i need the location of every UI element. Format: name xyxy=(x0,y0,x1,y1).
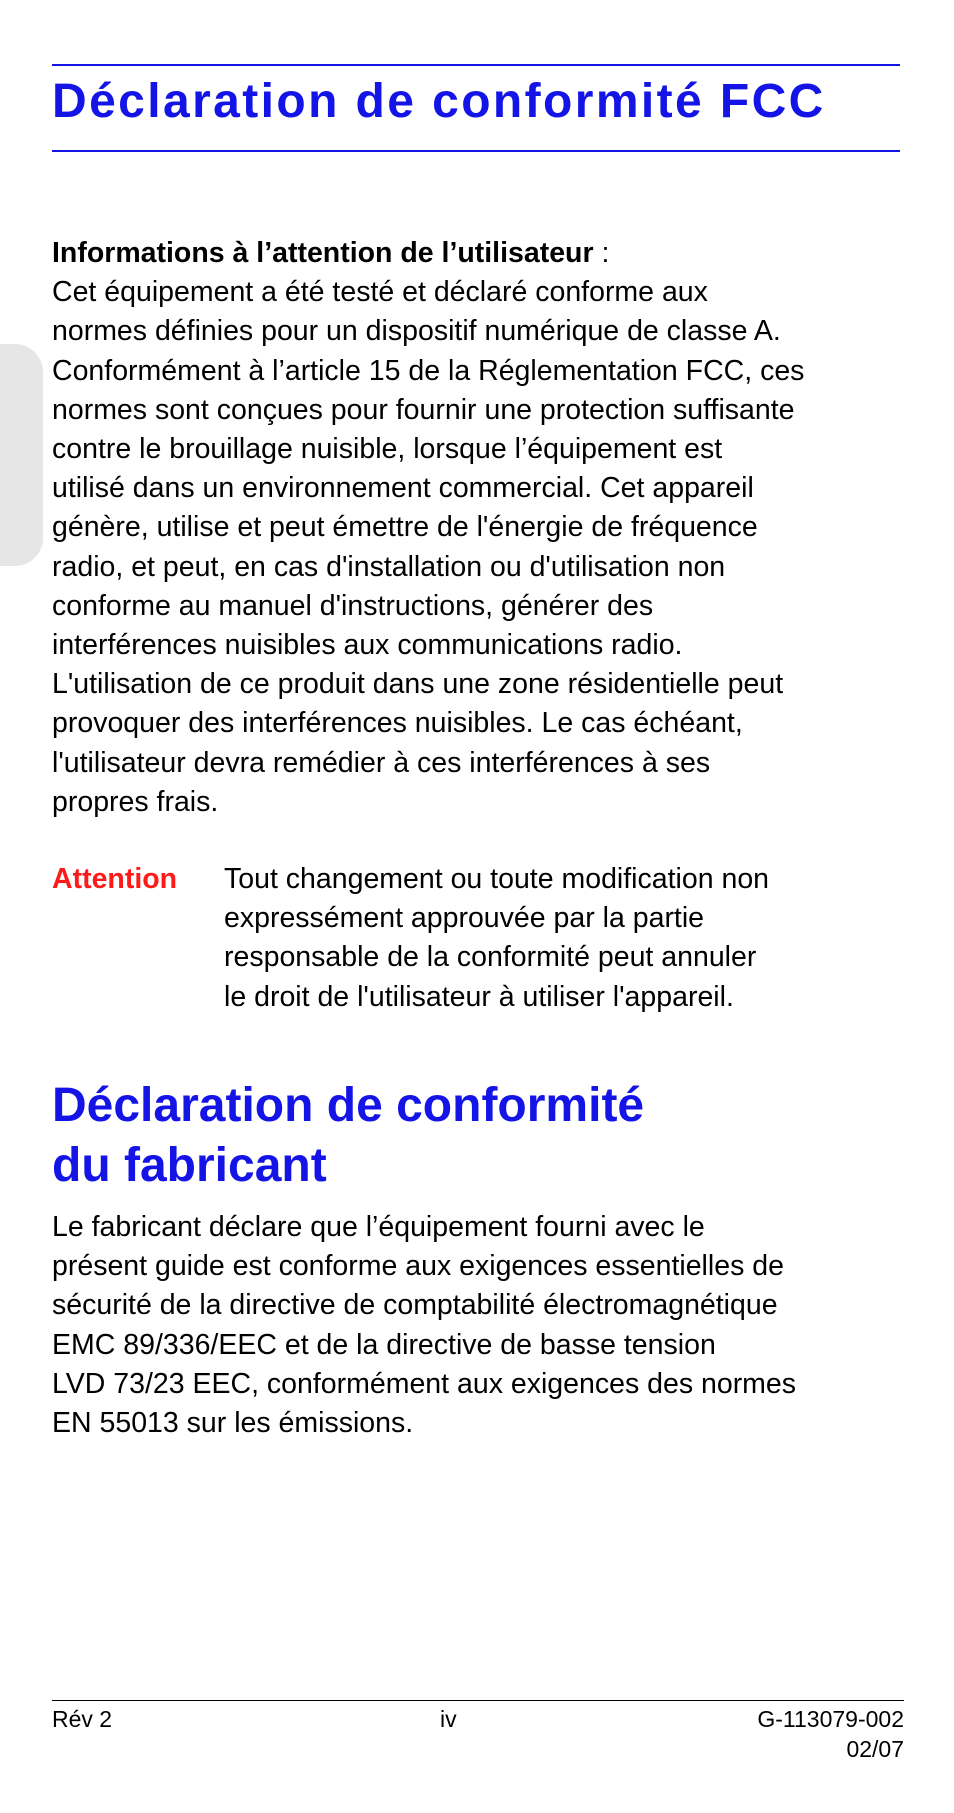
side-thumb-tab xyxy=(0,344,43,566)
document-page xyxy=(52,0,904,1813)
paragraph-line: radio, et peut, en cas d'installation ou d'utilisation non xyxy=(52,550,726,583)
attention-label: Attention xyxy=(52,863,178,895)
fcc-title: Déclaration de conformité FCC xyxy=(52,75,826,128)
paragraph-line: l'utilisateur devra remédier à ces interférences à ses xyxy=(52,746,711,779)
paragraph-line: provoquer des interférences nuisibles. Le cas échéant, xyxy=(52,707,743,740)
user-info-heading-line xyxy=(52,234,900,273)
paragraph-line: présent guide est conforme aux exigences essentielles de xyxy=(52,1250,784,1283)
manufacturer-title-line: Déclaration de conformité xyxy=(52,1079,645,1132)
paragraph-line: utilisé dans un environnement commercial. Cet appareil xyxy=(52,472,754,505)
footer-page-number: iv xyxy=(440,1706,457,1732)
paragraph-line: normes définies pour un dispositif numérique de classe A. xyxy=(52,315,781,348)
user-info-paragraph xyxy=(52,234,900,822)
title-top-rule xyxy=(52,64,900,66)
paragraph-line: conforme au manuel d'instructions, générer des xyxy=(52,589,654,622)
footer-date: 02/07 xyxy=(846,1736,904,1762)
paragraph-line: interférences nuisibles aux communications radio. xyxy=(52,629,683,662)
attention-line: Tout changement ou toute modification non xyxy=(224,863,770,895)
paragraph-line: EN 55013 sur les émissions. xyxy=(52,1407,414,1440)
manufacturer-title-line: du fabricant xyxy=(52,1139,327,1192)
attention-line: le droit de l'utilisateur à utiliser l'appareil. xyxy=(224,980,734,1013)
paragraph-line: contre le brouillage nuisible, lorsque l’équipement est xyxy=(52,433,723,466)
footer-rule xyxy=(52,1700,904,1701)
paragraph-line: génère, utilise et peut émettre de l'énergie de fréquence xyxy=(52,511,758,544)
paragraph-line: normes sont conçues pour fournir une protection suffisante xyxy=(52,393,795,426)
manufacturer-title xyxy=(52,1076,644,1196)
user-info-heading: Informations à l’attention de l’utilisateur xyxy=(52,237,594,269)
attention-line: responsable de la conformité peut annuler xyxy=(224,941,757,974)
paragraph-line: propres frais. xyxy=(52,785,219,818)
footer-doc-info xyxy=(757,1704,904,1764)
paragraph-line: L'utilisation de ce produit dans une zone résidentielle peut xyxy=(52,668,784,701)
user-info-heading-suffix: : xyxy=(593,237,610,269)
paragraph-line: Cet équipement a été testé et déclaré conforme aux xyxy=(52,276,708,309)
manufacturer-paragraph xyxy=(52,1208,900,1443)
paragraph-line: Le fabricant déclare que l’équipement fourni avec le xyxy=(52,1211,705,1243)
title-bottom-rule xyxy=(52,150,900,152)
attention-text xyxy=(224,860,769,1017)
paragraph-line: LVD 73/23 EEC, conformément aux exigences des normes xyxy=(52,1367,797,1400)
paragraph-line: EMC 89/336/EEC et de la directive de basse tension xyxy=(52,1328,716,1361)
paragraph-line: sécurité de la directive de comptabilité électromagnétique xyxy=(52,1289,778,1322)
attention-line: expressément approuvée par la partie xyxy=(224,902,705,935)
footer-doc-number: G-113079-002 xyxy=(757,1706,904,1732)
paragraph-line: Conformément à l’article 15 de la Réglementation FCC, ces xyxy=(52,354,805,387)
footer-revision: Rév 2 xyxy=(52,1706,113,1732)
